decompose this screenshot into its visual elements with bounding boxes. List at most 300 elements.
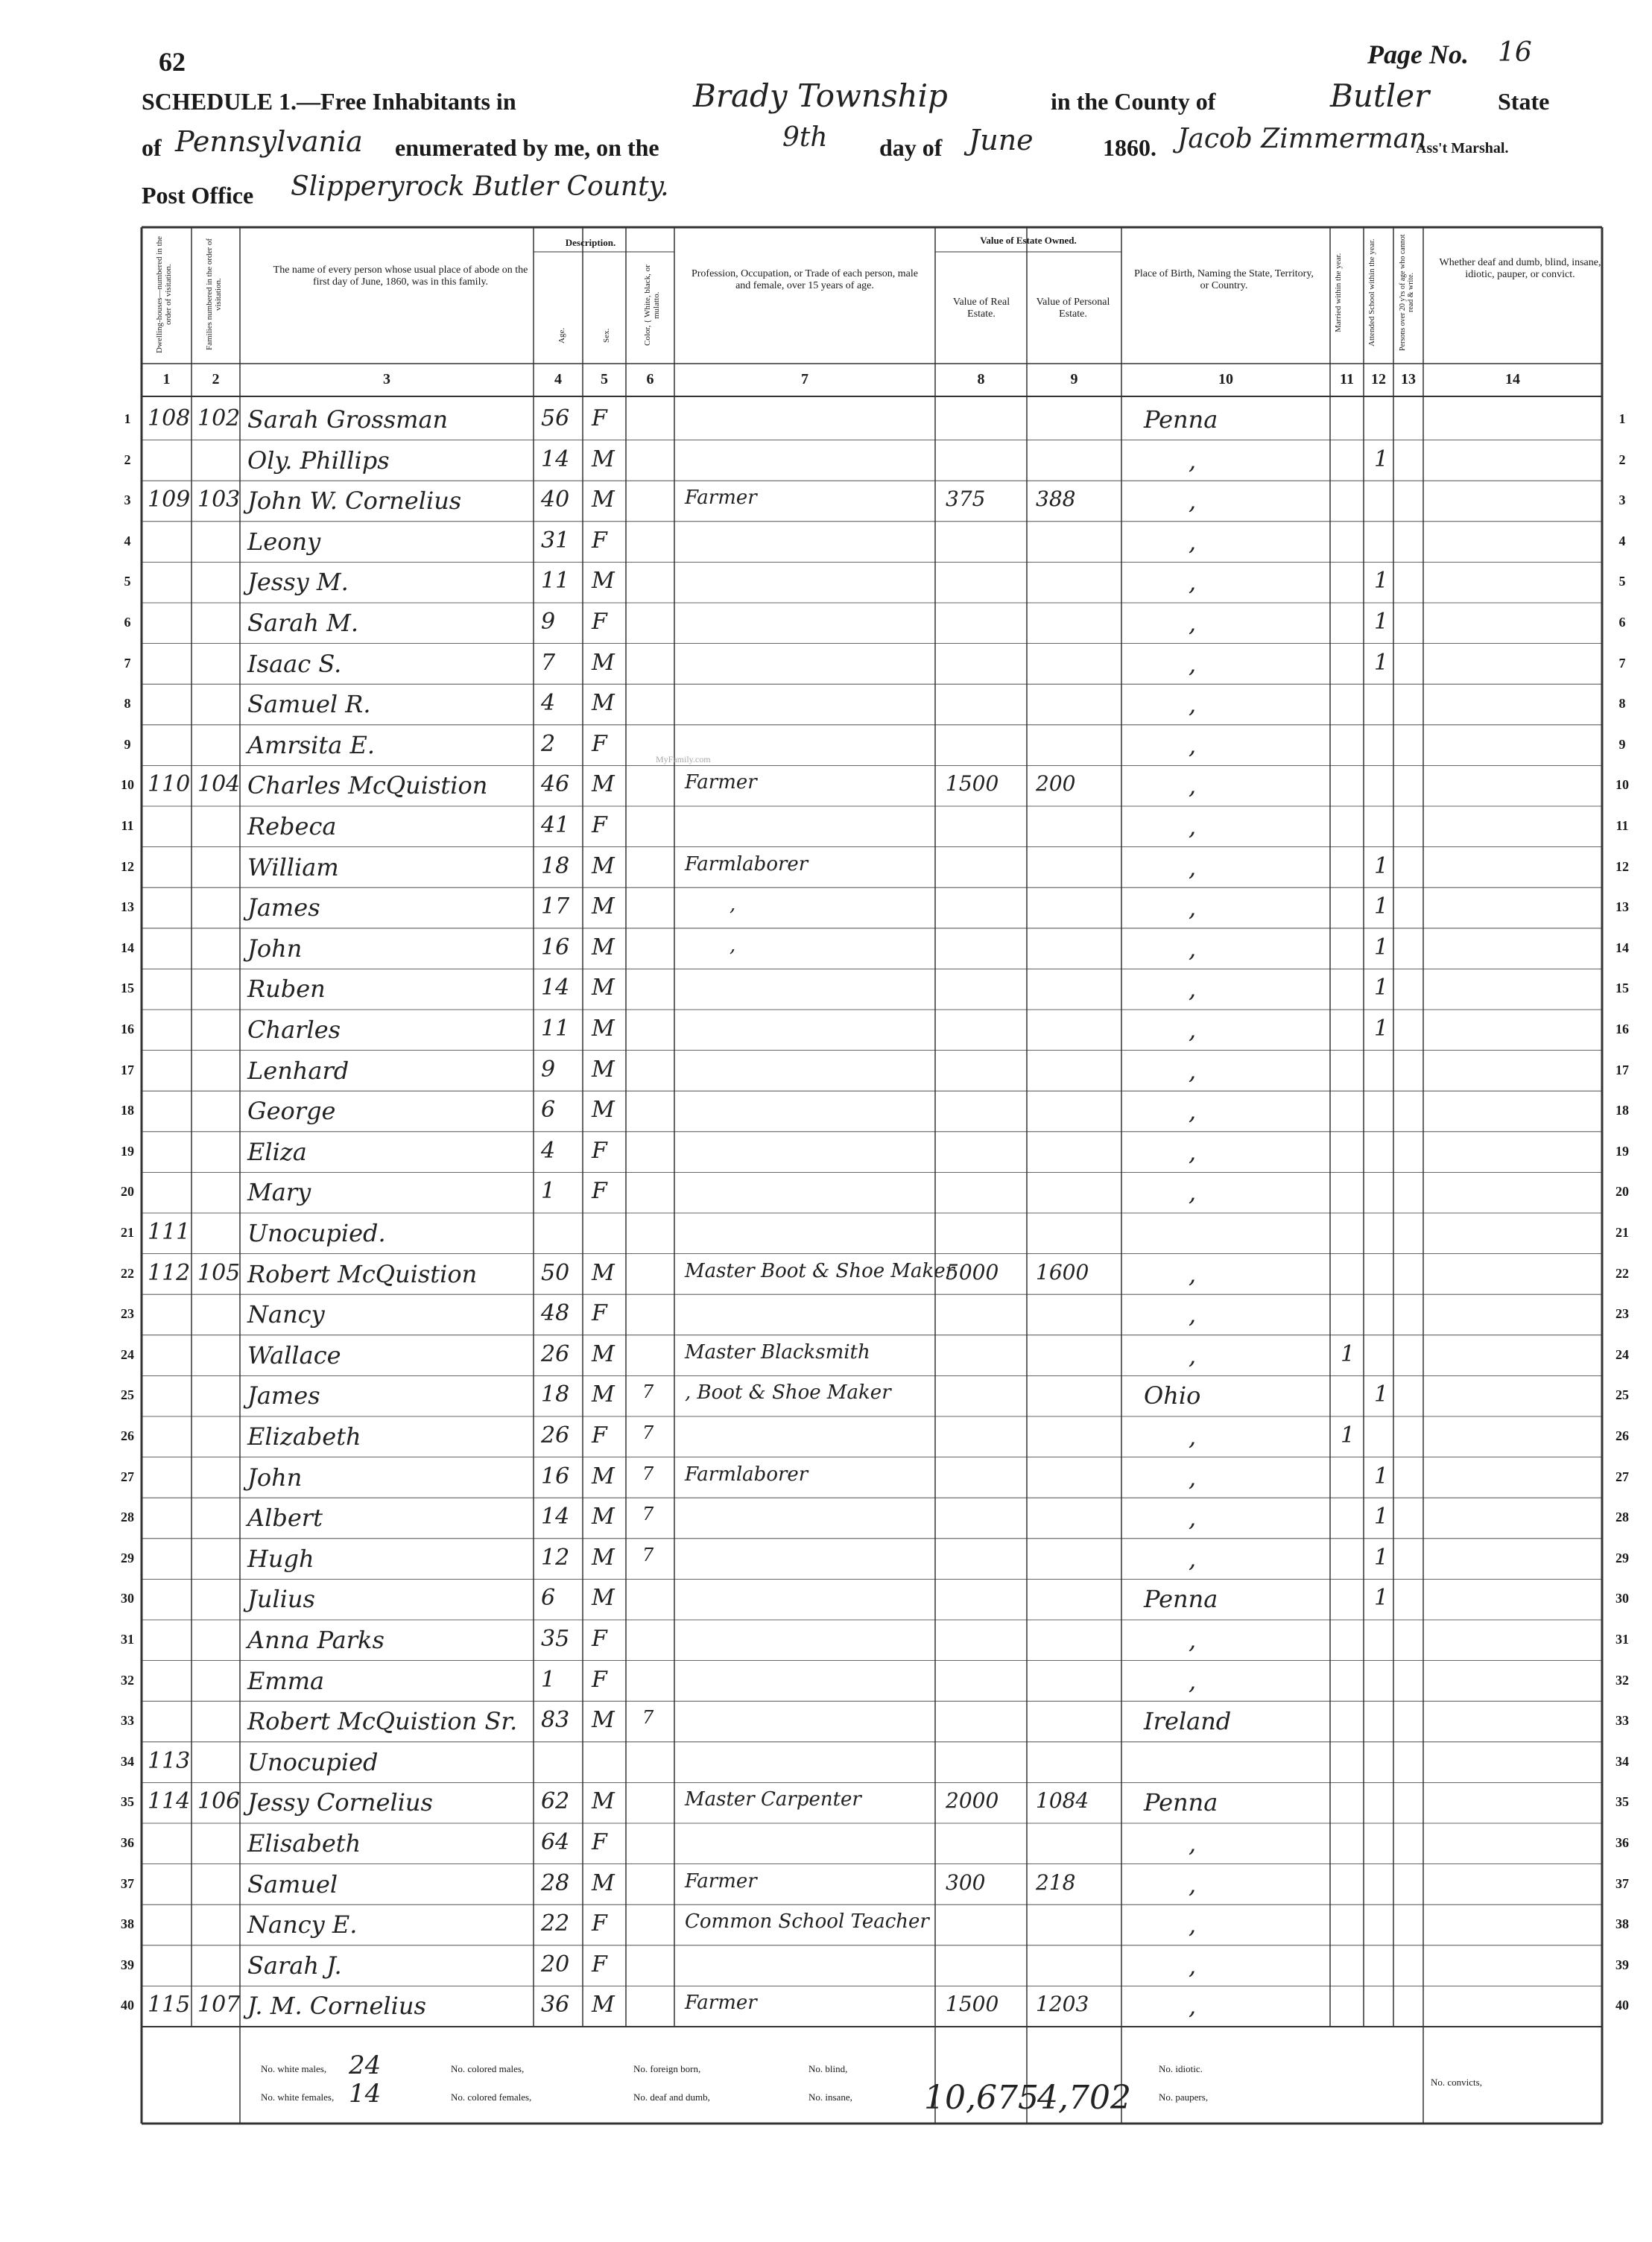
person-name: Hugh bbox=[247, 1544, 314, 1573]
color-cell: 7 bbox=[642, 1463, 654, 1484]
line-number-right: 26 bbox=[1615, 1428, 1629, 1443]
township-name: Brady Township bbox=[693, 77, 948, 114]
age-cell: 7 bbox=[541, 649, 556, 676]
color-cell: 7 bbox=[642, 1381, 654, 1403]
white-males-count: 24 bbox=[349, 2051, 382, 2080]
line-number-right: 21 bbox=[1615, 1225, 1629, 1240]
sex-cell: M bbox=[592, 975, 615, 1001]
line-number-left: 6 bbox=[124, 615, 131, 630]
family-number: 107 bbox=[197, 1992, 241, 2018]
person-name: Charles bbox=[247, 1016, 341, 1044]
paupers-label: No. paupers, bbox=[1159, 2091, 1209, 2103]
school-cell: 1 bbox=[1374, 852, 1389, 879]
dwelling-number: 112 bbox=[148, 1259, 191, 1286]
school-cell: 1 bbox=[1374, 1504, 1389, 1530]
person-name: Robert McQuistion Sr. bbox=[247, 1707, 518, 1736]
sex-cell: F bbox=[592, 812, 607, 838]
birthplace-cell: , bbox=[1189, 1056, 1197, 1085]
line-number-left: 7 bbox=[124, 655, 131, 671]
age-cell: 18 bbox=[541, 1381, 570, 1408]
line-number-left: 21 bbox=[121, 1225, 134, 1240]
line-number-right: 17 bbox=[1615, 1062, 1629, 1077]
sex-cell: F bbox=[592, 609, 607, 635]
line-number-right: 11 bbox=[1615, 818, 1629, 833]
person-name: Robert McQuistion bbox=[247, 1259, 478, 1288]
person-name: Jessy Cornelius bbox=[247, 1788, 433, 1817]
person-name: Samuel R. bbox=[247, 690, 371, 719]
person-name: Sarah J. bbox=[247, 1951, 342, 1980]
person-name: Elizabeth bbox=[247, 1422, 361, 1451]
sex-cell: M bbox=[592, 1016, 615, 1042]
birthplace-cell: , bbox=[1189, 609, 1197, 637]
blind-label: No. blind, bbox=[808, 2063, 848, 2074]
age-cell: 4 bbox=[541, 1137, 556, 1164]
of-label: of bbox=[142, 134, 162, 161]
line-number-right: 39 bbox=[1615, 1957, 1629, 1972]
birthplace-cell: Penna bbox=[1144, 405, 1218, 434]
person-name: Wallace bbox=[247, 1340, 341, 1369]
line-number-left: 18 bbox=[121, 1103, 134, 1118]
sex-cell: M bbox=[592, 1463, 615, 1489]
sex-cell: F bbox=[592, 1666, 607, 1693]
person-name: Albert bbox=[247, 1504, 323, 1533]
col-header-married: Married within the year. bbox=[1334, 253, 1343, 332]
line-number-left: 1 bbox=[124, 411, 131, 426]
age-cell: 14 bbox=[541, 1504, 570, 1530]
age-cell: 18 bbox=[541, 852, 570, 879]
color-cell: 7 bbox=[642, 1707, 654, 1729]
line-number-left: 19 bbox=[121, 1143, 134, 1159]
col-header-personal-estate: Value of Personal Estate. bbox=[1036, 297, 1110, 320]
birthplace-cell: , bbox=[1189, 690, 1197, 719]
age-cell: 9 bbox=[541, 609, 556, 635]
age-cell: 31 bbox=[541, 527, 570, 554]
line-number-left: 32 bbox=[121, 1672, 134, 1688]
col-header-condition: Whether deaf and dumb, blind, insane, idiotic, pauper, or convict. bbox=[1439, 257, 1601, 280]
personal-estate-cell: 388 bbox=[1036, 487, 1076, 512]
printed-page-number: 62 bbox=[159, 47, 186, 77]
birthplace-cell: Ohio bbox=[1144, 1381, 1201, 1410]
sex-cell: F bbox=[592, 730, 607, 757]
sex-cell: F bbox=[592, 1829, 607, 1855]
column-number: 2 bbox=[212, 371, 220, 387]
line-number-right: 18 bbox=[1615, 1103, 1629, 1118]
birthplace-cell: Penna bbox=[1144, 1788, 1218, 1817]
line-number-right: 14 bbox=[1615, 940, 1629, 955]
sex-cell: M bbox=[592, 1992, 615, 2018]
color-cell: 7 bbox=[642, 1504, 654, 1525]
family-number: 106 bbox=[197, 1788, 241, 1815]
school-cell: 1 bbox=[1374, 1544, 1389, 1571]
line-number-right: 27 bbox=[1615, 1469, 1629, 1484]
dwelling-number: 113 bbox=[148, 1747, 191, 1774]
real-estate-total: 10,675 bbox=[924, 2079, 1039, 2117]
family-number: 102 bbox=[197, 405, 241, 431]
line-number-left: 8 bbox=[124, 696, 131, 712]
person-name: Sarah Grossman bbox=[247, 405, 449, 434]
dwelling-number: 115 bbox=[148, 1992, 191, 2018]
sex-cell: M bbox=[592, 934, 615, 960]
occupation-cell: Common School Teacher bbox=[685, 1910, 929, 1934]
married-cell: 1 bbox=[1341, 1340, 1355, 1367]
line-number-right: 6 bbox=[1618, 615, 1626, 630]
person-name: Anna Parks bbox=[247, 1626, 384, 1654]
school-cell: 1 bbox=[1374, 1585, 1389, 1612]
sex-cell: F bbox=[592, 405, 607, 431]
school-cell: 1 bbox=[1374, 893, 1389, 920]
birthplace-cell: , bbox=[1189, 1422, 1197, 1451]
birthplace-cell: , bbox=[1189, 1340, 1197, 1369]
school-cell: 1 bbox=[1374, 1381, 1389, 1408]
person-name: Leony bbox=[247, 527, 321, 556]
line-number-right: 25 bbox=[1615, 1387, 1629, 1403]
line-number-right: 5 bbox=[1618, 574, 1626, 589]
deaf-dumb-label: No. deaf and dumb, bbox=[633, 2091, 710, 2103]
person-name: George bbox=[247, 1097, 336, 1126]
person-name: Lenhard bbox=[247, 1056, 349, 1085]
line-number-right: 24 bbox=[1615, 1346, 1629, 1362]
person-name: Mary bbox=[247, 1178, 311, 1207]
birthplace-cell: , bbox=[1189, 1544, 1197, 1573]
line-number-left: 22 bbox=[121, 1265, 134, 1281]
person-name: James bbox=[247, 893, 320, 922]
sex-cell: F bbox=[592, 527, 607, 554]
enumeration-month: June bbox=[969, 124, 1034, 156]
dwelling-number: 110 bbox=[148, 771, 191, 798]
age-cell: 14 bbox=[541, 975, 570, 1001]
line-number-left: 29 bbox=[121, 1550, 134, 1565]
real-estate-cell: 1500 bbox=[946, 1992, 999, 2017]
age-cell: 17 bbox=[541, 893, 570, 920]
line-number-left: 12 bbox=[121, 858, 134, 874]
personal-estate-cell: 200 bbox=[1036, 771, 1076, 797]
colored-males-label: No. colored males, bbox=[451, 2063, 525, 2074]
real-estate-cell: 5000 bbox=[946, 1259, 999, 1285]
line-number-right: 32 bbox=[1615, 1672, 1629, 1688]
dwelling-number: 111 bbox=[148, 1219, 191, 1245]
person-name: Rebeca bbox=[247, 812, 337, 840]
state-name: Pennsylvania bbox=[175, 125, 363, 158]
personal-estate-cell: 1203 bbox=[1036, 1992, 1089, 2017]
line-number-left: 5 bbox=[124, 574, 131, 589]
column-number: 11 bbox=[1340, 371, 1354, 387]
age-cell: 56 bbox=[541, 405, 570, 431]
person-name: Jessy M. bbox=[247, 568, 349, 597]
school-cell: 1 bbox=[1374, 446, 1389, 472]
birthplace-cell: , bbox=[1189, 975, 1197, 1004]
age-cell: 40 bbox=[541, 487, 570, 513]
personal-estate-cell: 218 bbox=[1036, 1869, 1076, 1895]
asst-marshal-label: Ass't Marshal. bbox=[1416, 140, 1509, 156]
col-header-family: Families numbered in the order of visitation. bbox=[205, 238, 223, 350]
sex-cell: M bbox=[592, 568, 615, 595]
line-number-left: 37 bbox=[121, 1875, 134, 1891]
line-number-left: 31 bbox=[121, 1632, 134, 1647]
birthplace-cell: , bbox=[1189, 1910, 1197, 1939]
state-label: State bbox=[1498, 88, 1550, 115]
sex-cell: M bbox=[592, 1381, 615, 1408]
column-number: 1 bbox=[162, 371, 171, 387]
occupation-cell: Farmer bbox=[685, 487, 757, 510]
birthplace-cell: , bbox=[1189, 568, 1197, 597]
age-cell: 22 bbox=[541, 1910, 570, 1937]
occupation-cell: , bbox=[730, 893, 736, 916]
birthplace-cell: , bbox=[1189, 1097, 1197, 1126]
family-number: 105 bbox=[197, 1259, 241, 1286]
marshal-name: Jacob Zimmerman bbox=[1177, 124, 1427, 154]
line-number-left: 11 bbox=[121, 818, 134, 833]
age-cell: 4 bbox=[541, 690, 556, 717]
col-header-value-estate: Value of Estate Owned. bbox=[980, 235, 1077, 246]
line-number-left: 13 bbox=[121, 899, 134, 915]
person-name: Elisabeth bbox=[247, 1829, 361, 1858]
occupation-cell: Master Carpenter bbox=[685, 1788, 861, 1811]
line-number-left: 24 bbox=[121, 1346, 134, 1362]
personal-estate-cell: 1084 bbox=[1036, 1788, 1089, 1814]
sex-cell: F bbox=[592, 1422, 607, 1448]
line-number-left: 2 bbox=[124, 452, 131, 467]
person-name: J. M. Cornelius bbox=[247, 1992, 426, 2021]
page-no-value: 16 bbox=[1498, 37, 1532, 68]
person-name: William bbox=[247, 852, 339, 881]
personal-estate-cell: 1600 bbox=[1036, 1259, 1089, 1285]
line-number-right: 15 bbox=[1615, 981, 1629, 996]
birthplace-cell: , bbox=[1189, 1259, 1197, 1288]
line-number-left: 40 bbox=[121, 1998, 134, 2013]
birthplace-cell: , bbox=[1189, 1016, 1197, 1044]
line-number-right: 31 bbox=[1615, 1632, 1629, 1647]
age-cell: 36 bbox=[541, 1992, 570, 2018]
person-name: Unocupied bbox=[247, 1747, 379, 1776]
person-name: James bbox=[247, 1381, 320, 1410]
birthplace-cell: , bbox=[1189, 771, 1197, 800]
line-number-left: 38 bbox=[121, 1916, 134, 1932]
age-cell: 11 bbox=[541, 568, 570, 595]
sex-cell: F bbox=[592, 1300, 607, 1327]
person-name: Emma bbox=[247, 1666, 325, 1695]
sex-cell: M bbox=[592, 1585, 615, 1612]
birthplace-cell: , bbox=[1189, 852, 1197, 881]
occupation-cell: Farmlaborer bbox=[685, 1463, 808, 1486]
column-number: 7 bbox=[801, 371, 808, 387]
col-header-occupation: Profession, Occupation, or Trade of each person, male and female, over 15 years of age. bbox=[691, 268, 919, 291]
age-cell: 41 bbox=[541, 812, 570, 838]
birthplace-cell: , bbox=[1189, 812, 1197, 840]
dwelling-number: 114 bbox=[148, 1788, 191, 1815]
line-number-right: 10 bbox=[1615, 777, 1629, 793]
line-number-left: 25 bbox=[121, 1387, 134, 1403]
birthplace-cell: , bbox=[1189, 527, 1197, 556]
birthplace-cell: , bbox=[1189, 1992, 1197, 2021]
birthplace-cell: , bbox=[1189, 1463, 1197, 1492]
school-cell: 1 bbox=[1374, 609, 1389, 635]
age-cell: 2 bbox=[541, 730, 556, 757]
person-name: Nancy bbox=[247, 1300, 325, 1329]
page-no-label: Page No. bbox=[1367, 39, 1469, 69]
line-number-right: 3 bbox=[1618, 493, 1626, 508]
line-number-right: 35 bbox=[1615, 1794, 1629, 1810]
line-number-right: 37 bbox=[1615, 1875, 1629, 1891]
person-name: Samuel bbox=[247, 1869, 338, 1899]
column-number: 10 bbox=[1218, 371, 1233, 387]
column-number: 4 bbox=[554, 371, 562, 387]
line-number-right: 33 bbox=[1615, 1713, 1629, 1729]
column-number: 3 bbox=[383, 371, 390, 387]
column-number: 8 bbox=[977, 371, 985, 387]
line-number-left: 15 bbox=[121, 981, 134, 996]
post-office-name: Slipperyrock Butler County. bbox=[291, 171, 669, 202]
enumeration-day: 9th bbox=[782, 122, 828, 153]
col-header-sex: Sex. bbox=[602, 328, 611, 343]
sex-cell: F bbox=[592, 1910, 607, 1937]
person-name: Oly. Phillips bbox=[247, 446, 390, 475]
age-cell: 16 bbox=[541, 934, 570, 960]
post-office-label: Post Office bbox=[142, 182, 254, 209]
school-cell: 1 bbox=[1374, 1016, 1389, 1042]
col-header-dwelling: Dwelling-houses—numbered in the order of visitation. bbox=[155, 235, 173, 353]
sex-cell: M bbox=[592, 1340, 615, 1367]
birthplace-cell: , bbox=[1189, 1666, 1197, 1695]
real-estate-cell: 2000 bbox=[946, 1788, 999, 1814]
idiotic-label: No. idiotic. bbox=[1159, 2063, 1203, 2074]
school-cell: 1 bbox=[1374, 568, 1389, 595]
birthplace-cell: Ireland bbox=[1144, 1707, 1232, 1736]
birthplace-cell: , bbox=[1189, 446, 1197, 475]
occupation-cell: Master Boot & Shoe Maker bbox=[685, 1259, 955, 1282]
age-cell: 11 bbox=[541, 1016, 570, 1042]
personal-estate-total: 4,702 bbox=[1037, 2079, 1131, 2117]
age-cell: 50 bbox=[541, 1259, 570, 1286]
age-cell: 83 bbox=[541, 1707, 570, 1734]
birthplace-cell: , bbox=[1189, 649, 1197, 678]
sex-cell: M bbox=[592, 1869, 615, 1896]
sex-cell: M bbox=[592, 1056, 615, 1083]
line-number-left: 39 bbox=[121, 1957, 134, 1972]
column-number: 14 bbox=[1505, 371, 1520, 387]
line-number-right: 8 bbox=[1618, 696, 1626, 712]
age-cell: 62 bbox=[541, 1788, 570, 1815]
line-number-right: 7 bbox=[1618, 655, 1626, 671]
age-cell: 1 bbox=[541, 1178, 556, 1205]
age-cell: 35 bbox=[541, 1626, 570, 1652]
line-number-right: 30 bbox=[1615, 1591, 1629, 1606]
age-cell: 26 bbox=[541, 1422, 570, 1448]
line-number-right: 22 bbox=[1615, 1265, 1629, 1281]
sex-cell: M bbox=[592, 893, 615, 920]
sex-cell: M bbox=[592, 852, 615, 879]
schedule-title: SCHEDULE 1.—Free Inhabitants in bbox=[142, 88, 516, 115]
sex-cell: F bbox=[592, 1137, 607, 1164]
column-number: 5 bbox=[601, 371, 608, 387]
line-number-right: 20 bbox=[1615, 1184, 1629, 1200]
column-number: 9 bbox=[1070, 371, 1078, 387]
line-number-left: 27 bbox=[121, 1469, 134, 1484]
age-cell: 28 bbox=[541, 1869, 570, 1896]
person-name: Nancy E. bbox=[247, 1910, 358, 1939]
person-name: Julius bbox=[247, 1585, 315, 1614]
line-number-right: 28 bbox=[1615, 1510, 1629, 1525]
birthplace-cell: , bbox=[1189, 730, 1197, 759]
line-number-right: 4 bbox=[1618, 533, 1626, 548]
age-cell: 9 bbox=[541, 1056, 556, 1083]
county-name: Butler bbox=[1330, 77, 1430, 114]
col-header-real-estate: Value of Real Estate. bbox=[952, 297, 1010, 320]
column-number: 12 bbox=[1371, 371, 1386, 387]
white-females-count: 14 bbox=[349, 2079, 382, 2109]
line-number-left: 4 bbox=[124, 533, 131, 548]
age-cell: 64 bbox=[541, 1829, 570, 1855]
line-number-left: 10 bbox=[121, 777, 134, 793]
line-number-right: 29 bbox=[1615, 1550, 1629, 1565]
line-number-right: 13 bbox=[1615, 899, 1629, 915]
line-number-left: 17 bbox=[121, 1062, 134, 1077]
col-header-illiterate: Persons over 20 y'rs of age who cannot read & write. bbox=[1399, 234, 1415, 351]
birthplace-cell: , bbox=[1189, 1137, 1197, 1166]
line-number-right: 19 bbox=[1615, 1143, 1629, 1159]
line-number-right: 9 bbox=[1618, 736, 1626, 752]
birthplace-cell: , bbox=[1189, 1178, 1197, 1207]
birthplace-cell: , bbox=[1189, 487, 1197, 516]
line-number-right: 23 bbox=[1615, 1306, 1629, 1322]
sex-cell: F bbox=[592, 1178, 607, 1205]
birthplace-cell: , bbox=[1189, 1300, 1197, 1329]
age-cell: 14 bbox=[541, 446, 570, 472]
occupation-cell: Farmer bbox=[685, 1869, 757, 1893]
school-cell: 1 bbox=[1374, 975, 1389, 1001]
sex-cell: F bbox=[592, 1951, 607, 1977]
real-estate-cell: 1500 bbox=[946, 771, 999, 797]
birthplace-cell: , bbox=[1189, 1626, 1197, 1654]
person-name: Charles McQuistion bbox=[247, 771, 488, 800]
day-of-label: day of bbox=[879, 134, 943, 161]
white-males-label: No. white males, bbox=[261, 2063, 327, 2074]
person-name: Eliza bbox=[247, 1137, 307, 1166]
person-name: Isaac S. bbox=[247, 649, 342, 678]
sex-cell: M bbox=[592, 690, 615, 717]
col-header-description: Description. bbox=[565, 237, 616, 248]
occupation-cell: , Boot & Shoe Maker bbox=[685, 1381, 891, 1405]
column-number: 6 bbox=[646, 371, 654, 387]
line-number-right: 16 bbox=[1615, 1022, 1629, 1036]
school-cell: 1 bbox=[1374, 934, 1389, 960]
line-number-right: 40 bbox=[1615, 1998, 1629, 2013]
foreign-born-label: No. foreign born, bbox=[633, 2063, 701, 2074]
white-females-label: No. white females, bbox=[261, 2091, 335, 2103]
line-number-right: 36 bbox=[1615, 1835, 1629, 1850]
occupation-cell: Master Blacksmith bbox=[685, 1340, 870, 1364]
col-header-birthplace: Place of Birth, Naming the State, Territory, or Country. bbox=[1134, 268, 1314, 291]
family-number: 103 bbox=[197, 487, 241, 513]
sex-cell: M bbox=[592, 487, 615, 513]
school-cell: 1 bbox=[1374, 1463, 1389, 1489]
person-name: Unocupied. bbox=[247, 1219, 386, 1247]
person-name: John bbox=[247, 934, 303, 963]
age-cell: 46 bbox=[541, 771, 570, 798]
line-number-left: 23 bbox=[121, 1306, 134, 1322]
birthplace-cell: Penna bbox=[1144, 1585, 1218, 1614]
color-cell: 7 bbox=[642, 1422, 654, 1443]
birthplace-cell: , bbox=[1189, 1951, 1197, 1980]
person-name: John bbox=[247, 1463, 303, 1492]
age-cell: 16 bbox=[541, 1463, 570, 1489]
convicts-label: No. convicts, bbox=[1431, 2077, 1482, 2088]
birthplace-cell: , bbox=[1189, 1504, 1197, 1533]
age-cell: 12 bbox=[541, 1544, 570, 1571]
person-name: John W. Cornelius bbox=[247, 487, 462, 516]
birthplace-cell: , bbox=[1189, 893, 1197, 922]
line-number-left: 16 bbox=[121, 1022, 134, 1036]
sex-cell: M bbox=[592, 771, 615, 798]
